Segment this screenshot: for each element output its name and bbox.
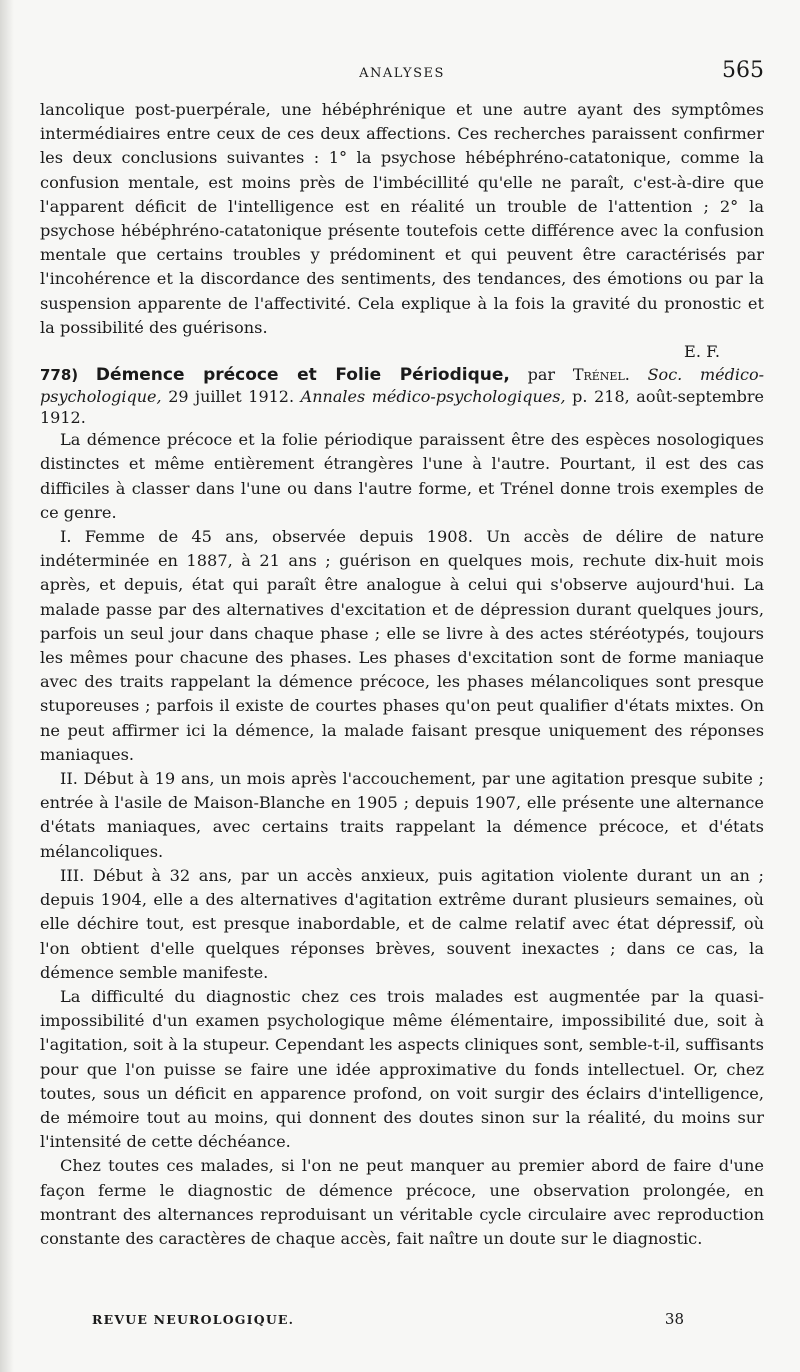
reviewer-signature: E. F. bbox=[684, 342, 720, 362]
running-header bbox=[40, 58, 764, 86]
entry-source: Soc. médico-psychologique, bbox=[40, 365, 764, 407]
abstract-paragraph: La démence précoce et la folie périodique paraissent être des espèces nosologiques distinctes et même entièrement étrangères l'une à l'autre. Pourtant, il est des cas difficiles à classer dans l'une ou dans l'autre forme, et Trénel donne trois exemples de ce genre. bbox=[40, 430, 764, 522]
entry-number: 778) bbox=[40, 366, 79, 385]
entry-title: Démence précoce et Folie Périodique, bbox=[95, 365, 510, 386]
abstract-paragraph: I. Femme de 45 ans, observée depuis 1908. Un accès de délire de nature indéterminée en 1887, à 21 ans ; guérison en quelques mois, rechute dix-huit mois après, et depuis, état qui paraît être analogue à celui qui s'observe aujourd'hui. La malade passe par des alternatives d'excitation et de dépression durant quelques jours, parfois un seul jour dans chaque phase ; elle se livre à des actes stéréotypés, toujours les mêmes pour chacune des phases. Les phases d'excitation sont de forme maniaque avec des traits rappelant la démence précoce, les phases mélancoliques sont presque stuporeuses ; parfois il existe de courtes phases qu'on peut qualifier d'états mixtes. On ne peut affirmer ici la démence, la malade faisant presque uniquement des réponses maniaques. bbox=[40, 527, 764, 764]
footer-sheet-number: 38 bbox=[664, 1310, 684, 1328]
abstract-entry-heading bbox=[40, 364, 764, 428]
page-number: 565 bbox=[722, 58, 764, 83]
entry-author: Trénel. bbox=[572, 365, 630, 385]
running-title: ANALYSES bbox=[359, 66, 445, 81]
abstract-paragraph: II. Début à 19 ans, un mois après l'accouchement, par une agitation presque subite ; entrée à l'asile de Maison-Blanche en 1905 ; depuis 1907, elle présente une alternance d'états maniaques, avec certains traits rappelant la démence précoce, et d'états mélancoliques. bbox=[40, 769, 764, 861]
entry-by: par bbox=[527, 365, 556, 385]
entry-pages: p. 218, août-septembre 1912. bbox=[40, 387, 764, 428]
continuation-paragraph: lancolique post-puerpérale, une hébéphrénique et une autre ayant des symptômes intermédiaires entre ceux de ces deux affections. Ces recherches paraissent confirmer les deux conclusions suivantes : 1° la psychose hébéphréno-catatonique, comme la confusion mentale, est moins près de l'imbécillité qu'elle ne paraît, c'est-à-dire que l'apparent déficit de l'intelligence est en réalité un trouble de l'attention ; 2° la psychose hébéphréno-catatonique présente toutefois cette différence avec la confusion mentale que certains troubles y prédominent et qui peuvent être caractérisés par l'incohérence et la discordance des sentiments, des tendances, des émotions ou par la suspension apparente de l'affectivité. Cela explique à la fois la gravité du pronostic et la possibilité des guérisons. bbox=[40, 100, 764, 337]
abstract-paragraph: III. Début à 32 ans, par un accès anxieux, puis agitation violente durant un an ; depuis 1904, elle a des alternatives d'agitation extrême durant plusieurs semaines, où elle déchire tout, est presque inabordable, et de calme relatif avec état dépressif, où l'on obtient d'elle quelques réponses brèves, souvent inexactes ; dans ce cas, la démence semble manifeste. bbox=[40, 865, 764, 982]
entry-date: 29 juillet 1912. bbox=[168, 387, 295, 407]
page-footer bbox=[92, 1312, 684, 1334]
page-edge-shadow bbox=[0, 0, 14, 1372]
abstract-paragraph: La difficulté du diagnostic chez ces trois malades est augmentée par la quasi-impossibilité d'un examen psychologique même élémentaire, impossibilité due, soit à l'agitation, soit à la stupeur. Cependant les aspects cliniques sont, semble-t-il, suffisants pour que l'on puisse se faire une idée approximative du fonds intellectuel. Or, chez toutes, sous un déficit en apparence profond, on voit surgir des éclairs d'intelligence, de mémoire tout au moins, qui donnent des doutes sinon sur la réalité, du moins sur l'intensité de cette déchéance. bbox=[40, 986, 764, 1152]
footer-journal-name: REVUE NEUROLOGIQUE. bbox=[92, 1312, 295, 1327]
abstract-paragraph: Chez toutes ces malades, si l'on ne peut manquer au premier abord de faire d'une façon ferme le diagnostic de démence précoce, une observation prolongée, en montrant des alternances reproduisant un véritable cycle circulaire avec reproduction constante des caractères de chaque accès, fait naître un doute sur le diagnostic. bbox=[40, 1156, 764, 1248]
entry-journal: Annales médico-psychologiques, bbox=[300, 387, 566, 407]
page-body bbox=[40, 98, 764, 1251]
